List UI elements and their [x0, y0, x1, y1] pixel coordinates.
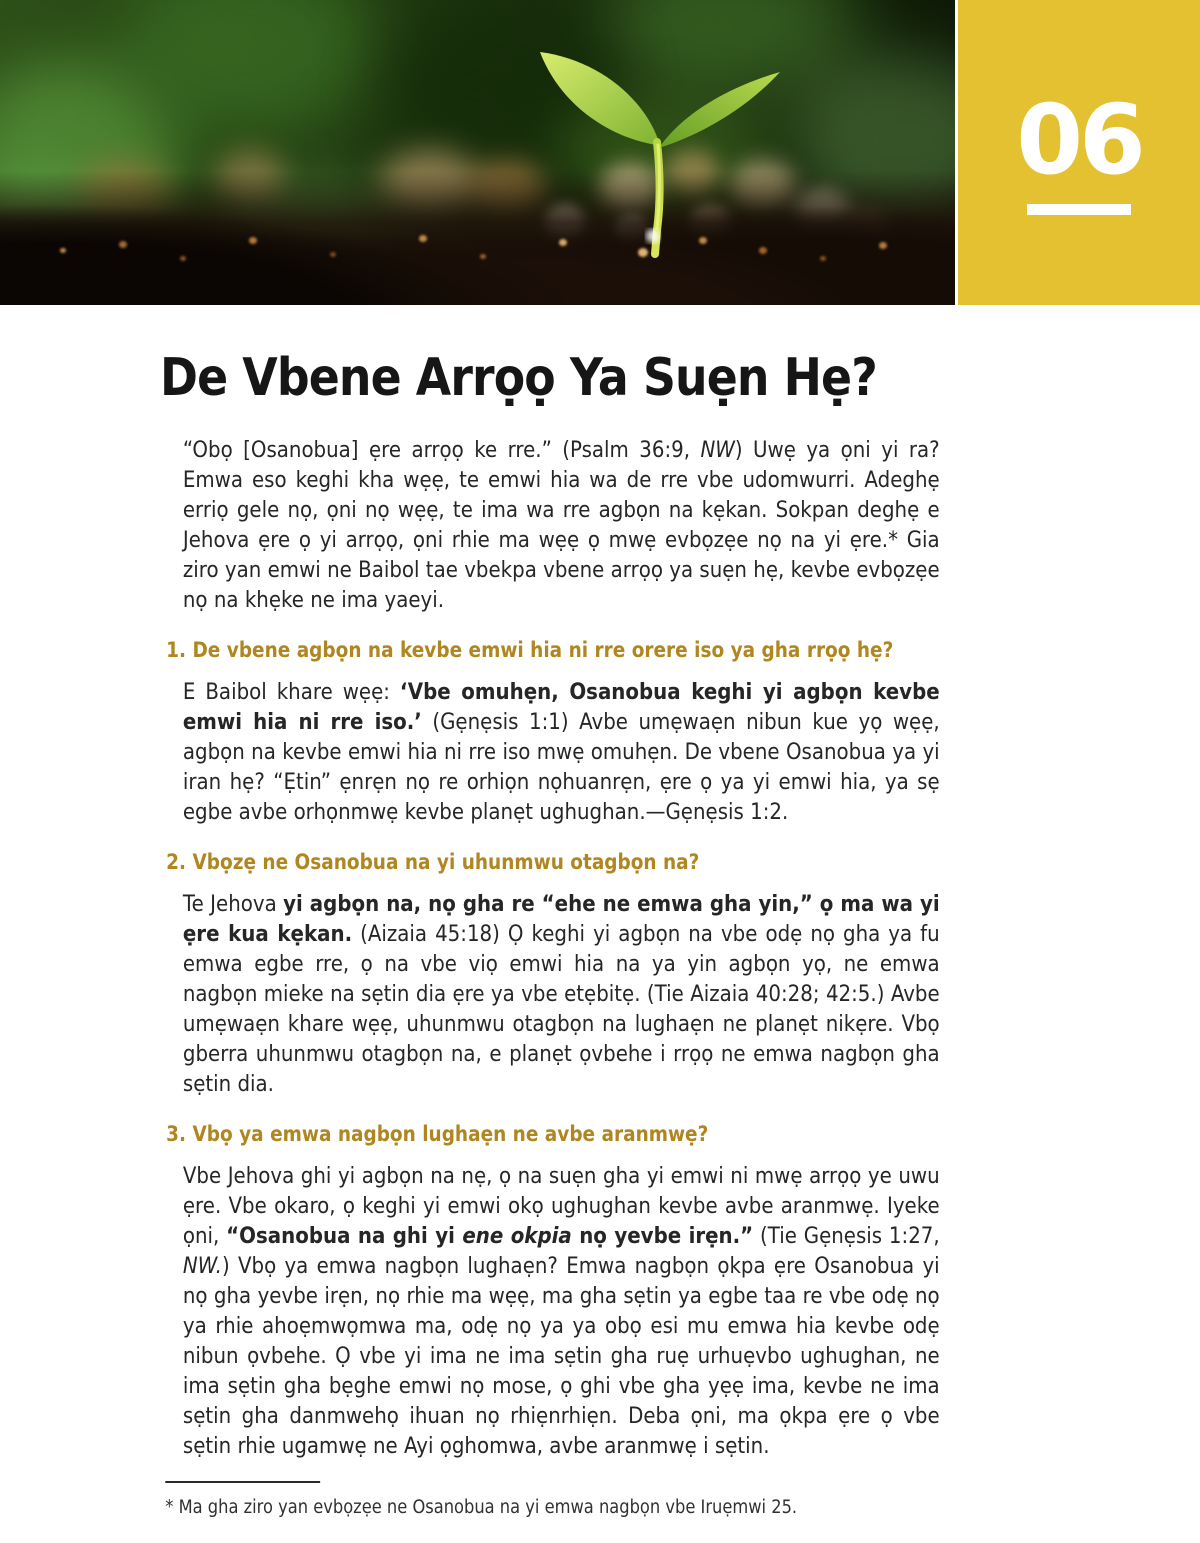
header — [0, 0, 1200, 305]
scripture-quote-emphasis: ene okpia — [462, 1222, 572, 1249]
chapter-underline — [1027, 204, 1131, 215]
header-photo — [0, 0, 955, 305]
scripture-quote: yi agbọn na, nọ gha re “ehe ne emwa gha yin,” ọ ma wa yi ẹre kua kẹkan. — [182, 890, 940, 947]
paragraph-3 — [183, 1161, 940, 1461]
text-segment: (Gẹnẹsis 1:1) Avbe umẹwaẹn nibun kue yọ wẹẹ, agbọn na kevbe emwi hia ni rre iso mwẹ omuhẹn. De vbene Osanobua ya yi iran hẹ? “Ẹtin” ẹnrẹn nọ re orhiọn nọhuanrẹn, ẹre ọ ya yi emwi hia, ya sẹ egbe avbe orhọnmwẹ kevbe planẹt ughughan.—Gẹnẹsis 1:2. — [182, 708, 940, 825]
question-2: 2. Vbọzẹ ne Osanobua na yi uhunmwu otagbọn na? — [166, 849, 700, 874]
text-segment: (Aizaia 45:18) Ọ keghi yi agbọn na vbe odẹ nọ gha ya fu emwa egbe rre, ọ na vbe viọ emwi hia na ya yin agbọn yọ, ne emwa nagbọn mieke na sẹtin dia ẹre ya vbe etẹbitẹ. (Tie Aizaia 40:28; 42:5.) Avbe umẹwaẹn khare wẹẹ, uhunmwu otagbọn na lughaẹn ne planẹt nikẹre. Vbọ gberra uhunmwu otagbọn na, e planẹt ọvbehe i rrọọ ne emwa nagbọn gha sẹtin dia. — [182, 920, 940, 1097]
bible-version-abbrev: NW — [700, 436, 735, 463]
leaf-right — [661, 72, 780, 147]
page-title: De Vbene Arrọọ Ya Suẹn Hẹ? — [160, 348, 877, 408]
glint — [646, 229, 660, 243]
footnote-rule — [165, 1481, 320, 1483]
question-1: 1. De vbene agbọn na kevbe emwi hia ni rre orere iso ya gha rrọọ hẹ? — [166, 637, 894, 662]
intro-paragraph — [183, 435, 940, 615]
text-segment: Te Jehova — [182, 890, 284, 917]
lesson-content — [160, 305, 963, 1521]
text-segment: Vbe Jehova ghi yi agbọn na nẹ, ọ na suẹn gha yi emwi ni mwẹ arrọọ ye uwu ẹre. Vbe okaro, ọ keghi yi emwi okọ ughughan kevbe avbe aranmwẹ. Iyeke ọni, — [182, 1162, 940, 1249]
footnote-text: * Ma gha ziro yan evbọzẹe ne Osanobua na yi emwa nagbọn vbe Iruẹmwi 25. — [165, 1496, 798, 1518]
soil-foreground — [0, 0, 955, 305]
text-segment: ) Vbọ ya emwa nagbọn lughaẹn? Emwa nagbọn ọkpa ẹre Osanobua yi nọ gha yevbe irẹn, nọ rhie ma wẹẹ, ma gha sẹtin ya egbe taa re vbe odẹ nọ ya rhie ahoẹmwọmwa ma, odẹ nọ ya ya obọ esi mu emwa hia kevbe odẹ nibun ọvbehe. Ọ vbe yi ima ne ima sẹtin gha ruẹ urhuẹvbo ughughan, ne ima sẹtin gha bẹghe emwi nọ mose, ọ ghi vbe gha yẹẹ ima, kevbe ne ima sẹtin gha danmwehọ ihuan nọ rhiẹnrhiẹn. Deba ọni, ma ọkpa ẹre ọ vbe sẹtin rhie ugamwẹ ne Ayi ọghomwa, avbe aranmwẹ i sẹtin. — [182, 1252, 940, 1459]
scripture-quote: “Osanobua na ghi yi — [226, 1222, 463, 1249]
leaf-left — [540, 52, 659, 145]
paragraph-2 — [183, 889, 940, 1099]
paragraph-1 — [183, 677, 940, 827]
chapter-badge — [958, 0, 1200, 305]
scripture-quote: ‘Vbe omuhẹn, Osanobua keghi yi agbọn kevbe emwi hia ni rre iso.’ — [182, 678, 940, 735]
bible-version-abbrev: NW. — [182, 1252, 222, 1279]
text-segment: ) Uwẹ ya ọni yi ra? Emwa eso keghi kha wẹẹ, te emwi hia wa de rre vbe udomwurri. Adeghẹ erriọ gele nọ, ọni nọ wẹẹ, te ima wa rre agbọn na kẹkan. Sokpan deghẹ e Jehova ẹre ọ yi arrọọ, ọni rhie ma wẹẹ ọ mwẹ evbọzẹe nọ na yi ẹre.* Gia ziro yan emwi ne Baibol tae vbekpa vbene arrọọ ya suẹn hẹ, kevbe evbọzẹe nọ na khẹke ne ima yaeyi. — [182, 436, 940, 613]
text-segment: (Tie Gẹnẹsis 1:27, — [753, 1222, 940, 1249]
text-segment: E Baibol khare wẹẹ: — [182, 678, 400, 705]
scripture-quote: nọ yevbe irẹn.” — [571, 1222, 754, 1249]
chapter-number: 06 — [1016, 84, 1142, 196]
question-3: 3. Vbọ ya emwa nagbọn lughaẹn ne avbe aranmwẹ? — [166, 1121, 709, 1146]
text-segment: “Obọ [Osanobua] ẹre arrọọ ke rre.” (Psalm 36:9, — [182, 436, 701, 463]
seedling-illustration — [505, 30, 805, 265]
soil-highlights — [60, 248, 66, 253]
